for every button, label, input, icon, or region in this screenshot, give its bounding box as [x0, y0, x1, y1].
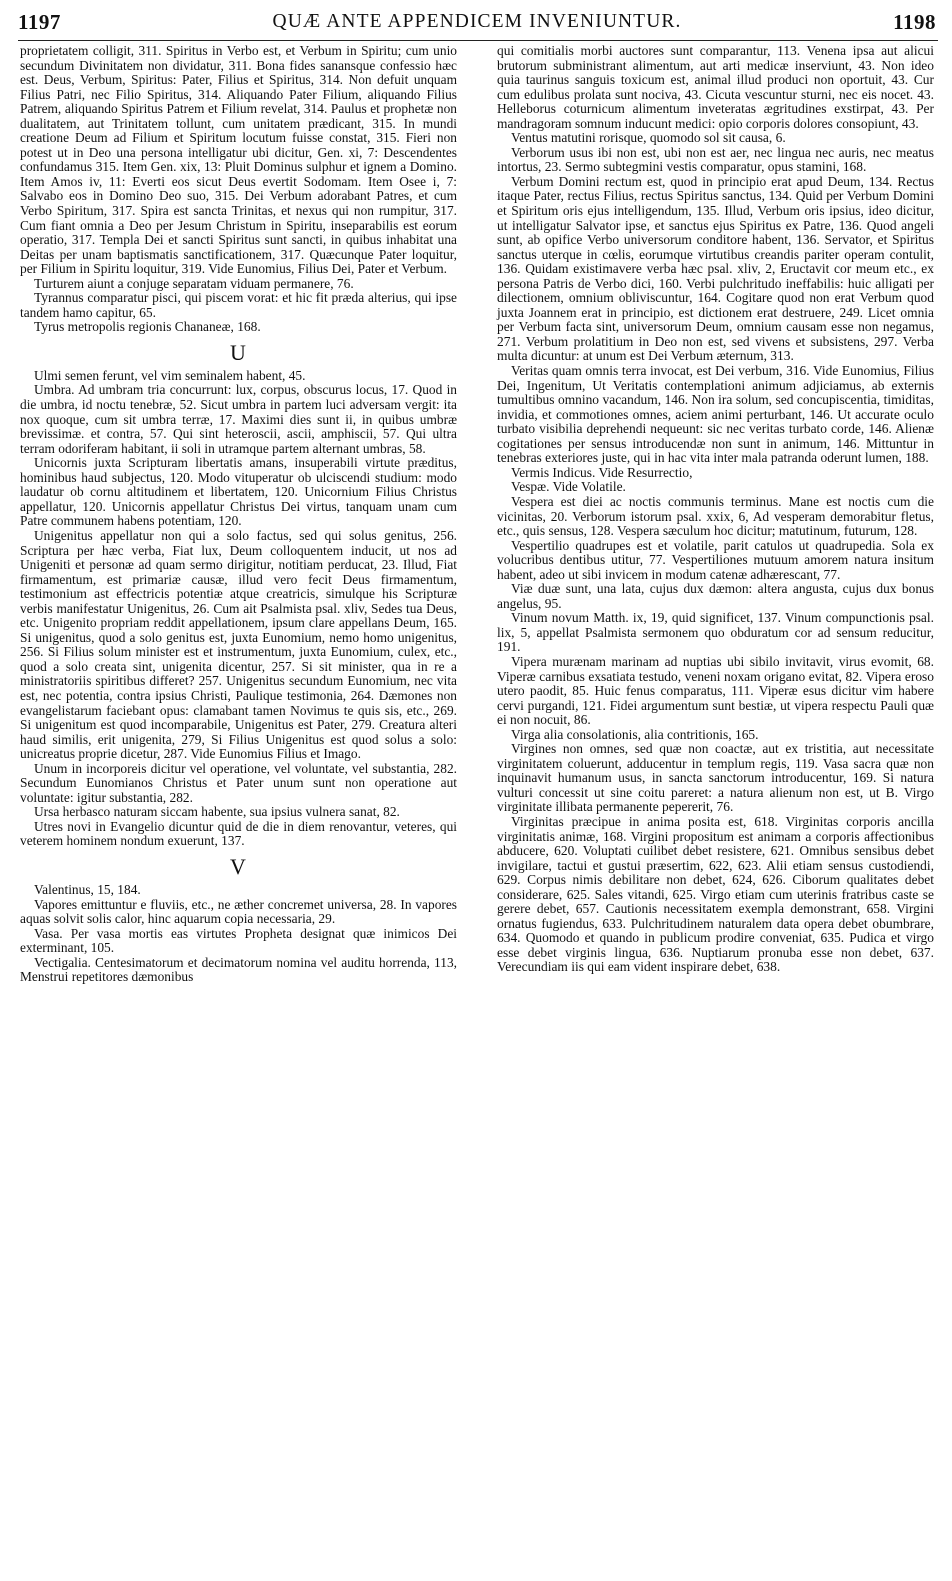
index-entry: Vipera murænam marinam ad nuptias ubi sibilo invitavit, virus evomit, 68. Viperæ carnibus exsatiata testudo, veneni noxam origano evitat, 82. Vipera eroso utero paodit, 85. Huic fenus comparatus, 111. Viperæ esus dicitur vim habere cervi purgandi, 121. Fidei argumentum sunt bestiæ, ut vipera respectu Pauli quæ ei non nocuit, 86.: [497, 653, 934, 728]
index-entry: Vermis Indicus. Vide Resurrectio,: [511, 464, 693, 480]
page-number-right: 1198: [893, 10, 936, 34]
index-entry: Vinum novum Matth. ix, 19, quid significet, 137. Vinum compunctionis psal. lix, 5, appellat Psalmista sermonem quo obduratum cor ad sensum reducitur, 191.: [497, 610, 934, 655]
index-entry: Utres novi in Evangelio dicuntur quid de die in diem renovantur, veteres, qui veterem hominem nondum exuerunt, 137.: [20, 818, 457, 849]
header-rule: [18, 40, 938, 41]
index-entry: Unicornis juxta Scripturam libertatis amans, insuperabili virtute præditus, hominibus haud subjectus, 120. Modo vituperatur ob ulciscendi studium: modo laudatur ob cornu altitudinem et libertatem, 120. Unicornium Filius Christus appellatur, 120. Unicornis appellatur Christus Dei virtus, tanquam unam cum Patre communem habens potentiam, 120.: [20, 455, 457, 529]
index-entry: Virgines non omnes, sed quæ non coactæ, aut ex tristitia, aut necessitate virginitatem coluerunt, adducentur in templum regis, 119. Vasa sacra quæ non inquinavit humanum usus, in sancta sanctorum introducentur, 169. Si natura vulturi concessit ut sine coitu pareret: a natura alienum non est, ut B. Virgo virginitate illibata permanente pepererit, 76.: [497, 741, 934, 815]
index-entry: Unum in incorporeis dicitur vel operatione, vel voluntate, vel substantia, 282. Secundum Eunomianos Christus et Pater unum sunt non operatione aut voluntate: igitur substantia, 282.: [20, 760, 457, 805]
index-entry: Virginitas præcipue in anima posita est, 618. Virginitas corporis ancilla virginitatis animæ, 168. Virgini propositum est animam a corporis affectionibus abducere, 620. Voluptati cuilibet debet resistere, 621. Omnibus sensibus debet invigilare, tactui et gustui præsertim, 622, 623. Alii etiam sensus custodiendi, 629. Corpus nimis debilitare non debet, 624, 626. Ciborum qualitates debet considerare, 625. Sales vitandi, 625. Virgo etiam cum uterinis fratribus caste se gerere debet, 657. Cautionis necessitatem exempla demonstrant, 658. Virgini ornatus fugiendus, 633. Pulchritudinem naturalem data opera debet obumbrare, 634. Quomodo et quando in publicum prodire conveniat, 635. Pudica et virgo esse debet virginis lingua, 636. Nuptiarum pronuba esse non debet, 637. Verecundiam iis qui eam vident inspirare debet, 638.: [497, 813, 934, 975]
index-entry: Vapores emittuntur e fluviis, etc., ne æther concremet universa, 28. In vapores aquas solvit solis calor, hinc aquarum copia necessaria, 29.: [20, 896, 457, 927]
index-entry: Turturem aiunt a conjuge separatam viduam permanere, 76.: [34, 275, 354, 291]
index-entry: Ventus matutini rorisque, quomodo sol sit causa, 6.: [511, 130, 786, 146]
index-entry: Valentinus, 15, 184.: [34, 881, 141, 897]
index-entry: Unigenitus appellatur non qui a solo factus, sed qui solus genitus, 256. Scriptura per hæc verba, Fiat lux, Deum colloquentem inducit, ut nos ad Unigeniti et personæ ad quam sermo dirigitur, notitiam perducat, 23. Illud, Fiat firmamentum, est primariæ causæ, illud vero fecit Deus firmamentum, testimonium ast effectricis potentiæ atque creatricis, simulque his Scripturæ verbis manifestatur Unigenitus, 26. Cum ait Psalmista psal. xliv, Sedes tua Deus, etc. Unigenito propriam reddit appellationem, ipsum clare appellans Deum, 165. Si unigenitus, quod a solo genitus est, juxta Eunomium, nemo homo unigenitus, 256. Si Filius solum minister est et instrumentum, juxta Eunomium, culex, etc., quod a solo creata sint, unigenita dicentur, 257. Si sit minister, qua in re a ministratoriis spiritibus differet? 257. Unigenitus secundum Eunomium, nec vita est, nec potentia, contra ipsius Christi, Paulique testimonia, 264. Dæmones non evangelistarum faciebant opus: clamabant tamen Novimus te quis sis, etc., 269. Si unigenitum est quod incomparabile, Unigenitus est Pater, 279. Creatura alteri haud similis, erit unigenita, 279, Si Filius Unigenitus est quod solus a solo: unicreatus proprie dicetur, 287. Vide Eunomius Filius et Imago.: [20, 527, 457, 762]
index-entry: Vasa. Per vasa mortis eas virtutes Propheta designat quæ inimicos Dei exterminant, 105.: [20, 925, 457, 956]
section-letter: V: [230, 853, 247, 879]
index-entry: Tyrannus comparatur pisci, qui piscem vorat: et hic fit præda alterius, qui ipse tandem hamo capitur, 65.: [20, 290, 457, 320]
index-entry: Ursa herbasco naturam siccam habente, sua ipsius vulnera sanat, 82.: [34, 804, 400, 820]
index-entry: Tyrus metropolis regionis Chananeæ, 168.: [34, 319, 261, 335]
page-header: [18, 10, 936, 38]
index-entry: Vespera est diei ac noctis communis terminus. Mane est noctis cum die vicinitas, 20. Verborum istorum psal. xxix, 6, Ad vesperam demorabitur fletus, etc., quis sensus, 128. Vespera sæculum hoc dicitur; matutinum, futurum, 128.: [497, 493, 934, 539]
index-entry: Verborum usus ibi non est, ubi non est aer, nec lingua nec auris, nec meatus intortus, 23. Sermo subtegmini vestis comparatur, opus stamini, 168.: [497, 144, 934, 175]
page-number-left: 1197: [18, 10, 61, 34]
left-column: [20, 44, 457, 985]
index-entry: Umbra. Ad umbram tria concurrunt: lux, corpus, obscurus locus, 17. Quod in die umbra, id noctu tenebræ, 52. Sicut umbra in partem luci adversam vergit: ita nox quoque, cum sit umbra terræ, 17. Maximi dies sunt ii, in quibus umbræ brevissimæ. et contra, 57. Qui sint heteroscii, ascii, amphiscii, 57. Qui ultra terram odoriferam habitant, ii soli in utramque partem alternant umbras, 58.: [20, 382, 457, 456]
section-letter: U: [230, 339, 247, 365]
index-entry: Vectigalia. Centesimatorum et decimatorum nomina vel auditu horrenda, 113, Menstrui repetitores dæmonibus: [20, 954, 457, 985]
index-entry: Virga alia consolationis, alia contritionis, 165.: [511, 726, 759, 742]
index-entry: Vespertilio quadrupes est et volatile, parit catulos ut quadrupedia. Sola ex volucribus dentibus utitur, 77. Vespertiliones mutuum amorem natura insitum habent, adeo ut sibi invicem in modum catenæ adhærescant, 77.: [497, 537, 934, 582]
index-entry: Verbum Domini rectum est, quod in principio erat apud Deum, 134. Rectus itaque Pater, rectus Filius, rectus Spiritus sanctus, 134. Quid per Verbum Domini et Spiritum oris ejus intelligendum, 135. Illud, Verbum oris ipsius, ideo dicitur, ut intelligatur Salvator ipse, et sanctus ejus Spiritus ex Patre, 136. Quod angeli sunt, ab opifice Verbo universorum conditore habent, 136. Servator, et Spiritus sanctus uterque in cœlis, eorumque virtutibus creandis pariter operam contulit, 136. Quidam existimavere verba hæc psal. xliv, 2, Eructavit cor meum etc., ex persona Patris de Verbo dici, 160. Verbi pulchritudo ineffabilis: huic alligati per dilectionem, omnium obliviscuntur, 164. Cogitare quod non erat Verbum quod juxta Joannem erat in principio, est dictionem erat destruere, 249. Licet omnia per Verbum facta sint, universorum Deum, omnium causam esse non negamus, 271. Verbum prolatitium in Deo non est, sed vivens et subsistens, 297. Verba multa dicuntur: at unum est Dei Verbum æternum, 313.: [497, 173, 934, 364]
index-entry: Viæ duæ sunt, una lata, cujus dux dæmon: altera angusta, cujus dux bonus angelus, 95.: [497, 581, 934, 611]
index-entry: Veritas quam omnis terra invocat, est Dei verbum, 316. Vide Eunomius, Filius Dei, Ingenitum, Ut Veritatis contemplationi animum adjiciamus, ab externis tumultibus omnino vacandum, 146. Non ira solum, sed concupiscentia, timiditas, invidia, et commotiones omnes, aciem animi perturbant, 146. Ut accurate oculo turbato visibilia deprehendi nequeunt: sic nec veritas turbato corde, 146. Alienæ cogitationes per sensus introducendæ non sunt in animum, 146. Mittuntur in tenebras exteriores juste, qui in hac vita inter mala patranda oderunt lumen, 188.: [497, 363, 934, 466]
entry-continuation: qui comitialis morbi auctores sunt comparantur, 113. Venena ipsa aut alicui brutorum subministrant alimentum, aut arti medicæ inserviunt, 43. Non ideo quia taurinus sanguis toxicum est, animal illud produci non oportuit, 43. Cur cum edulibus prolata sunt nociva, 43. Cicuta vescuntur sturni, nec eis nocet. 43. Helleborus coturnicum alimentum inveteratas ægritudines exstirpat, 43. Per mandragoram somnum inducunt medici: opio corporis dolores consopiunt, 43.: [497, 43, 934, 131]
index-entry: Vespæ. Vide Volatile.: [511, 479, 626, 495]
running-title: QUÆ ANTE APPENDICEM INVENIUNTUR.: [272, 11, 682, 32]
right-column: [497, 44, 934, 975]
index-entry: Ulmi semen ferunt, vel vim seminalem habent, 45.: [34, 367, 306, 383]
entry-continuation: proprietatem colligit, 311. Spiritus in Verbo est, et Verbum in Spiritu; cum unio secundum Divinitatem non dividatur, 311. Bona fides sanansque confessio hæc est. Deus, Verbum, Spiritus: Pater, Filius et Spiritus, 314. Non defuit unquam Filius Patri, nec Filio Spiritus, 314. Aliquando Pater Filium, aliquando Filius Patrem, aliquando Spiritus Patrem et Filium revelat, 314. Paulus et prophetæ non dualitatem, aut Trinitatem tollunt, cum unitatem prædicant, 315. In mundi creatione Deum ad Filium et Spiritum locutum fuisse constat, 315. Fieri non potest ut in Deo una persona intelligatur ubi dicitur, Gen. xi, 7: Descendentes confundamus 315. Item Gen. xix, 13: Pluit Dominus sulphur et ignem a Domino. Item Amos iv, 11: Everti eos sicut Deus evertit Sodomam. Item Osee i, 7: Salvabo eos in Domino Deo suo, 315. Dei Verbum adorabant Patres, et cum Verbo Spiritum, 317. Spira est sancta Trinitas, et nexus qui non rumpitur, 317. Cum fiant omnia a Deo per Jesum Christum in Spiritu, inseparabilis est eorum operatio, 317. Templa Dei et sancti Spiritus sunt sancti, in quibus inhabitat una Deitas per unam baptismatis sanctificationem, 317. Quæcunque Pater loquitur, per Filium in Spiritu loquitur, 319. Vide Eunomius, Filius Dei, Pater et Verbum.: [20, 43, 457, 277]
